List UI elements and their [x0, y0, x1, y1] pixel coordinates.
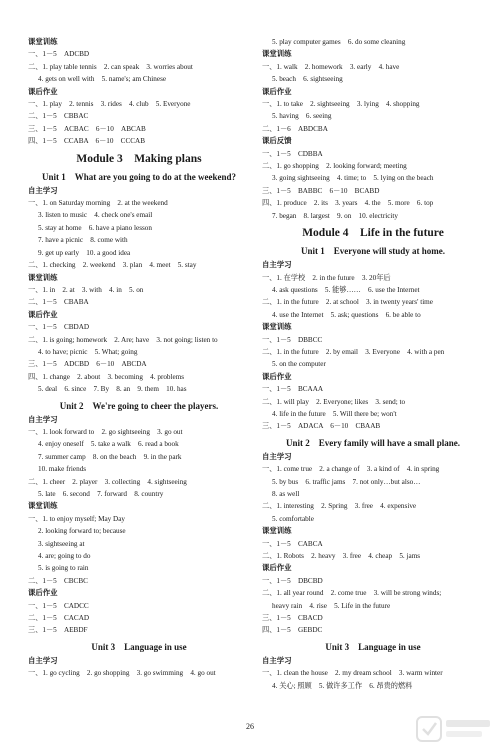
right-column — [262, 36, 484, 692]
answer-line: 三、1－5 CBACD — [262, 614, 323, 623]
module-title: Module 3 Making plans — [76, 152, 202, 165]
answer-line-continued: 5. by bus 6. traffic jams 7. not only…but also… — [272, 477, 421, 486]
section-heading: 课堂训练 — [262, 526, 292, 536]
answer-line: 二、1－5 CBCBC — [28, 576, 88, 585]
answer-line: 一、1－5 ADCBD — [28, 50, 90, 59]
answer-line: 一、1. come true 2. a change of 3. a kind of 4. in spring — [262, 465, 440, 474]
answer-line-continued: 7. have a picnic 8. come with — [38, 236, 128, 245]
answer-line: 二、1. is going; homework 2. Are; have 3. not going; listen to — [28, 335, 218, 344]
answer-line-continued: 5. late 6. second 7. forward 8. country — [38, 490, 164, 498]
section-heading: 课堂训练 — [262, 49, 292, 59]
answer-line: 一、1. look forward to 2. go sightseeing 3. go out — [28, 427, 183, 436]
section-heading: 课堂训练 — [28, 272, 58, 282]
answer-line-continued: 5. is going to rain — [38, 564, 89, 573]
page-number: 26 — [246, 722, 254, 731]
module-title: Module 4 Life in the future — [302, 227, 444, 240]
answer-line: 二、1. Robots 2. heavy 3. free 4. cheap 5. jams — [262, 552, 421, 561]
answer-line-continued: 5. on the computer — [272, 360, 326, 369]
answer-line: 二、1－6 ABDCBA — [262, 124, 328, 133]
answer-line: 一、1. on Saturday morning 2. at the weekend — [28, 199, 168, 208]
section-heading: 自主学习 — [262, 260, 292, 270]
answer-line: 二、1. checking 2. weekend 3. plan 4. meet 5. stay — [28, 261, 197, 270]
answer-line: 一、1－5 BCAAA — [262, 385, 324, 394]
section-heading: 课后作业 — [28, 588, 58, 598]
answer-line: 二、1. in the future 2. by email 3. Everyone 4. with a pen — [262, 347, 445, 356]
left-column — [28, 36, 250, 680]
answer-line-continued: 5. deal 6. since 7. By 8. an 9. them 10. has — [38, 385, 187, 394]
answer-line-continued: 5. stay at home 6. have a piano lesson — [38, 223, 152, 232]
answer-line: 二、1. play table tennis 2. can speak 3. worries about — [28, 62, 193, 71]
answer-line: 二、1. interesting 2. Spring 3. free 4. expensive — [262, 502, 417, 511]
section-heading: 课后作业 — [262, 371, 292, 381]
unit-title: Unit 3 Language in use — [325, 641, 421, 652]
answer-line: 二、1. in the future 2. at school 3. in twenty years' time — [262, 298, 433, 307]
section-heading: 自主学习 — [262, 655, 292, 665]
answer-line-continued: 7. began 8. largest 9. on 10. electricity — [272, 211, 399, 220]
section-heading: 自主学习 — [262, 451, 292, 461]
answer-line: 一、1. go cycling 2. go shopping 3. go swimming 4. go out — [28, 669, 216, 678]
answer-line-continued: 10. make friends — [38, 465, 87, 474]
answer-line: 一、1－5 CABCA — [262, 539, 323, 548]
section-heading: 自主学习 — [28, 655, 58, 665]
answer-line: 四、1. produce 2. its 3. years 4. the 5. more 6. top — [262, 199, 434, 208]
answer-line: 三、1－5 BABBC 6－10 BCABD — [262, 186, 380, 195]
answer-line: 二、1. cheer 2. player 3. collecting 4. sightseeing — [28, 477, 187, 486]
answer-line-continued: 4. gets on well with 5. name's; am Chinese — [38, 75, 167, 84]
section-heading: 课后作业 — [262, 563, 292, 573]
answer-line-continued: 8. as well — [272, 490, 300, 498]
answer-line: 一、1－5 CADCC — [28, 601, 89, 610]
answer-line: 一、1－5 CBDAD — [28, 323, 90, 332]
answer-line: 一、1. in 2. at 3. with 4. in 5. on — [28, 285, 144, 294]
answer-line-continued: heavy rain 4. rise 5. Life in the future — [272, 601, 391, 610]
answer-line: 三、1－5 ACBAC 6－10 ABCAB — [28, 124, 146, 133]
answer-line-continued: 4. ask questions 5. 能够…… 6. use the Internet — [272, 285, 420, 294]
answer-line: 一、1. 在学校 2. in the future 3. 20年后 — [262, 273, 391, 282]
answer-line: 一、1. to take 2. sightseeing 3. lying 4. shopping — [262, 100, 420, 109]
answer-line-continued: 5. comfortable — [272, 514, 314, 523]
unit-title: Unit 2 We're going to cheer the players. — [59, 400, 219, 411]
answer-line: 一、1－5 DBCBD — [262, 576, 323, 585]
section-heading: 自主学习 — [28, 414, 58, 424]
section-heading: 课堂训练 — [28, 37, 58, 46]
answer-line: 四、1－5 GEBDC — [262, 626, 323, 635]
answer-line-continued: 3. listen to music 4. check one's email — [38, 211, 153, 220]
section-heading: 课后反馈 — [262, 136, 292, 146]
answer-line: 二、1. all year round 2. come true 3. will be strong winds; — [262, 589, 442, 598]
section-heading: 课堂训练 — [262, 322, 292, 332]
answer-line: 一、1－5 CDBBA — [262, 149, 323, 158]
answer-line-continued: 3. sightseeing at — [38, 539, 85, 548]
answer-line-continued: 4. use the Internet 5. ask; questions 6. be able to — [272, 310, 421, 319]
answer-line: 一、1. walk 2. homework 3. early 4. have — [262, 62, 400, 71]
section-heading: 课堂训练 — [28, 501, 58, 511]
unit-title: Unit 2 Every family will have a small plane. — [286, 437, 460, 448]
answer-line: 二、1－5 CBBAC — [28, 112, 89, 121]
answer-line: 三、1－5 ADACA 6－10 CBAAB — [262, 422, 381, 431]
answer-line-continued: 5. play computer games 6. do some cleaning — [272, 38, 406, 46]
answer-line: 一、1－5 DBBCC — [262, 335, 323, 344]
answer-line-continued: 4. enjoy oneself 5. take a walk 6. read a book — [38, 440, 179, 449]
answer-line-continued: 9. get up early 10. a good idea — [38, 248, 131, 257]
answer-line: 三、1－5 ADCBD 6－10 ABCDA — [28, 360, 147, 369]
watermark-logo-icon — [416, 714, 494, 744]
answer-line-continued: 4. 关心; 照顾 5. 做许多工作 6. 昂贵的燃料 — [272, 681, 413, 690]
answer-line-continued: 5. beach 6. sightseeing — [272, 75, 343, 84]
answer-line-continued: 4. life in the future 5. Will there be; won't — [272, 409, 397, 418]
answer-line-continued: 4. to have; picnic 5. What; going — [38, 347, 138, 356]
section-heading: 课后作业 — [28, 86, 58, 96]
answer-line: 一、1. play 2. tennis 3. rides 4. club 5. Everyone — [28, 100, 191, 109]
answer-line: 四、1. change 2. about 3. becoming 4. problems — [28, 372, 185, 381]
answer-line-continued: 3. going sightseeing 4. time; to 5. lying on the beach — [272, 174, 434, 183]
answer-line-continued: 7. summer camp 8. on the beach 9. in the park — [38, 452, 182, 461]
section-heading: 自主学习 — [28, 185, 58, 195]
section-heading: 课后作业 — [262, 86, 292, 96]
unit-title: Unit 1 Everyone will study at home. — [300, 246, 445, 257]
answer-line: 二、1－5 CACAD — [28, 614, 90, 623]
section-heading: 课后作业 — [28, 309, 58, 319]
answer-line-continued: 5. having 6. seeing — [272, 112, 332, 121]
answer-line: 二、1－5 CBABA — [28, 298, 89, 307]
answer-line: 一、1. clean the house 2. my dream school 3. warm winter — [262, 669, 443, 678]
answer-line: 二、1. will play 2. Everyone; likes 3. send; to — [262, 397, 406, 406]
answer-line-continued: 4. are; going to do — [38, 552, 91, 561]
answer-line: 一、1. to enjoy myself; May Day — [28, 514, 126, 523]
unit-title: Unit 1 What are you going to do at the weekend? — [41, 171, 237, 182]
unit-title: Unit 3 Language in use — [91, 641, 187, 652]
answer-line: 三、1－5 AEBDF — [28, 626, 88, 635]
answer-line: 二、1. go shopping 2. looking forward; meeting — [262, 162, 407, 171]
answer-line: 四、1－5 CCABA 6－10 CCCAB — [28, 137, 146, 146]
answer-line-continued: 2. looking forward to; because — [38, 527, 126, 536]
